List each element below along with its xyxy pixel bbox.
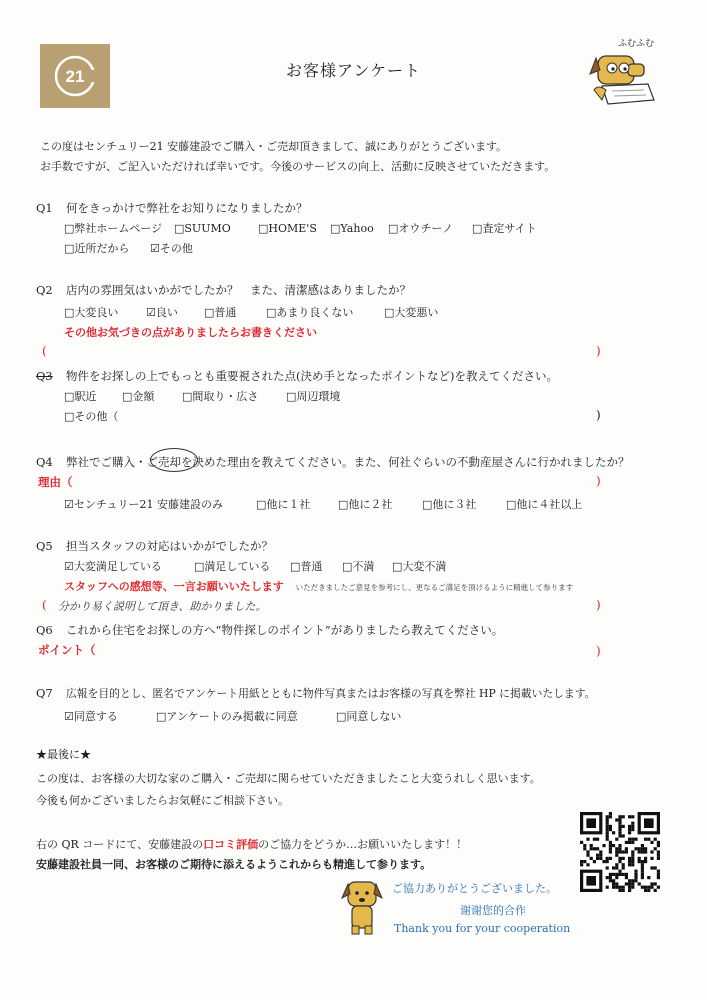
intro-line-1: この度はセンチュリー21 安藤建設でご購入・ご売却頂きまして、誠にありがとうございます。 [40,140,508,153]
q1-number: Q1 [36,201,53,215]
q6-text: これから住宅をお探しの方へ“物件探しのポイント”がありましたら教えてください。 [66,623,504,637]
thanks-chinese: 谢谢您的合作 [460,904,526,917]
mascot-dog-icon [336,876,388,938]
qr-request-line [36,836,467,852]
q3-option-station[interactable]: □駅近 [64,390,97,403]
q5-option-normal[interactable]: □普通 [290,560,323,573]
q6-paren-close: ) [596,644,601,658]
q6-label: ポイント（ [38,643,96,657]
q6-number: Q6 [36,623,53,637]
q7-option-disagree[interactable]: □同意しない [336,710,402,723]
q5-option-satisfied[interactable]: □満足している [194,560,271,573]
q3-option-other[interactable]: □その他（ [64,410,119,423]
q2-paren-open: ( [42,344,47,358]
q4-reason-label: 理由（ [38,475,73,489]
intro-line-2: お手数ですが、ご記入いただければ幸いです。今後のサービスの向上、活動に反映させていただきます。 [40,160,556,173]
q7-number: Q7 [36,686,53,700]
staff-line: 安藤建設社員一同、お客様のご期待に添えるようこれからも精進して参ります。 [36,858,432,871]
q5-option-unsatisfied[interactable]: □不満 [342,560,375,573]
q7-option-agree[interactable]: ☑同意する [64,710,118,723]
page-title: お客様アンケート [285,61,422,80]
q3-question [36,368,558,384]
q5-handwritten-answer[interactable]: 分かり易く説明して頂き、助かりました。 [58,600,267,613]
q7-text: 広報を目的とし、匿名でアンケート用紙とともに物件写真またはお客様の写真を弊社 HP に掲載いたします。 [66,687,596,700]
q5-number: Q5 [36,539,53,553]
q5-prompt [64,578,573,594]
logo-text: 21 [65,67,85,86]
q7-option-survey-only[interactable]: □アンケートのみ掲載に同意 [156,710,298,723]
closing-heading: ★最後に★ [36,748,91,761]
q1-options-row1 [64,220,537,236]
q1-option-homes[interactable]: □HOME'S [258,222,317,235]
q5-option-very-satisfied[interactable]: ☑大変満足している [64,560,162,573]
mascot-reading-icon [588,34,668,112]
q4-number: Q4 [36,455,53,469]
q5-options [64,558,446,574]
q2-prompt: その他お気づきの点がありましたらお書きください [64,326,317,339]
q1-option-yahoo[interactable]: □Yahoo [330,222,374,235]
q4-option-4plus[interactable]: □他に４社以上 [506,498,583,511]
closing-line-2: 今後も何かございましたらお気軽にご相談下さい。 [36,794,289,807]
thanks-english: Thank you for your cooperation [394,922,571,935]
q7-options [64,708,401,724]
q2-option-very-good[interactable]: □大変良い [64,306,119,319]
q2-paren-close: ) [596,344,601,358]
qr-code[interactable] [580,812,660,892]
q2-number: Q2 [36,283,53,297]
closing-line-1: この度は、お客様の大切な家のご購入・ご売却に関らせていただきましたこと大変うれしく思います。 [36,772,541,785]
q4-options [64,496,582,512]
q1-question [36,200,308,216]
qr-code-icon [580,812,660,892]
q5-option-very-unsatisfied[interactable]: □大変不満 [392,560,447,573]
q2-option-good[interactable]: ☑良い [146,306,178,319]
q5-paren-open: ( [42,598,47,612]
q4-option-3[interactable]: □他に３社 [422,498,477,511]
q1-text: 何をきっかけで弊社をお知りになりましたか？ [66,201,308,215]
q7-question [36,686,595,701]
q4-question [36,454,630,470]
q1-options-row2 [64,240,193,256]
q4-text: 弊社でご購入・ご売却を決めた理由を教えてください。また、何社ぐらいの不動産屋さんに行かれましたか？ [66,455,630,469]
q1-option-suumo[interactable]: □SUUMO [174,222,231,235]
q1-option-other[interactable]: ☑その他 [150,242,193,255]
q2-question [36,282,411,298]
q2-option-not-good[interactable]: □あまり良くない [266,306,354,319]
qr-line-pre: 右の QR コードにて、安藤建設の [36,838,204,851]
q3-text: 物件をお探しの上でもっとも重要視された点(決め手となったポイントなど)を教えてください。 [66,369,558,383]
q5-prompt-text: スタッフへの感想等、一言お願いいたします [64,580,284,593]
q1-option-nearby[interactable]: □近所だから [64,242,130,255]
mascot-caption: ふむふむ [618,39,655,49]
q1-option-satei[interactable]: □査定サイト [472,222,537,235]
q3-option-layout[interactable]: □間取り・広さ [182,390,259,403]
q5-question [36,538,273,554]
q3-number: Q3 [36,369,53,383]
thanks-japanese: ご協力ありがとうございました。 [392,882,557,895]
qr-line-emphasis: 口コミ評価 [203,838,259,851]
handwritten-circle-mark [150,448,198,472]
q2-option-normal[interactable]: □普通 [204,306,237,319]
q2-answer-field[interactable] [64,346,590,360]
q3-option-environment[interactable]: □周辺環境 [286,390,341,403]
q1-option-homepage[interactable]: □弊社ホームページ [64,222,163,235]
q2-option-very-bad[interactable]: □大変悪い [384,306,439,319]
qr-line-post: のご協力をどうか…お願いいたします！！ [258,838,468,851]
q3-option-price[interactable]: □金額 [122,390,155,403]
q4-option-only[interactable]: ☑センチュリー21 安藤建設のみ [64,498,224,511]
q4-option-1[interactable]: □他に１社 [256,498,311,511]
q3-options [64,388,340,404]
q1-option-ouchino[interactable]: □オウチーノ [388,222,454,235]
q5-text: 担当スタッフの対応はいかがでしたか？ [66,539,273,553]
q3-paren-close: ) [596,408,601,422]
q2-text: 店内の雰囲気はいかがでしたか？ また、清潔感はありましたか？ [66,283,411,297]
q5-paren-close: ) [596,598,601,612]
q5-note: いただきましたご意見を参考にし、更なるご満足を頂けるように精進して参ります [295,583,574,592]
q2-options [64,304,438,320]
q4-option-2[interactable]: □他に２社 [338,498,393,511]
q4-reason-close: ) [596,474,601,488]
q6-question [36,622,503,638]
